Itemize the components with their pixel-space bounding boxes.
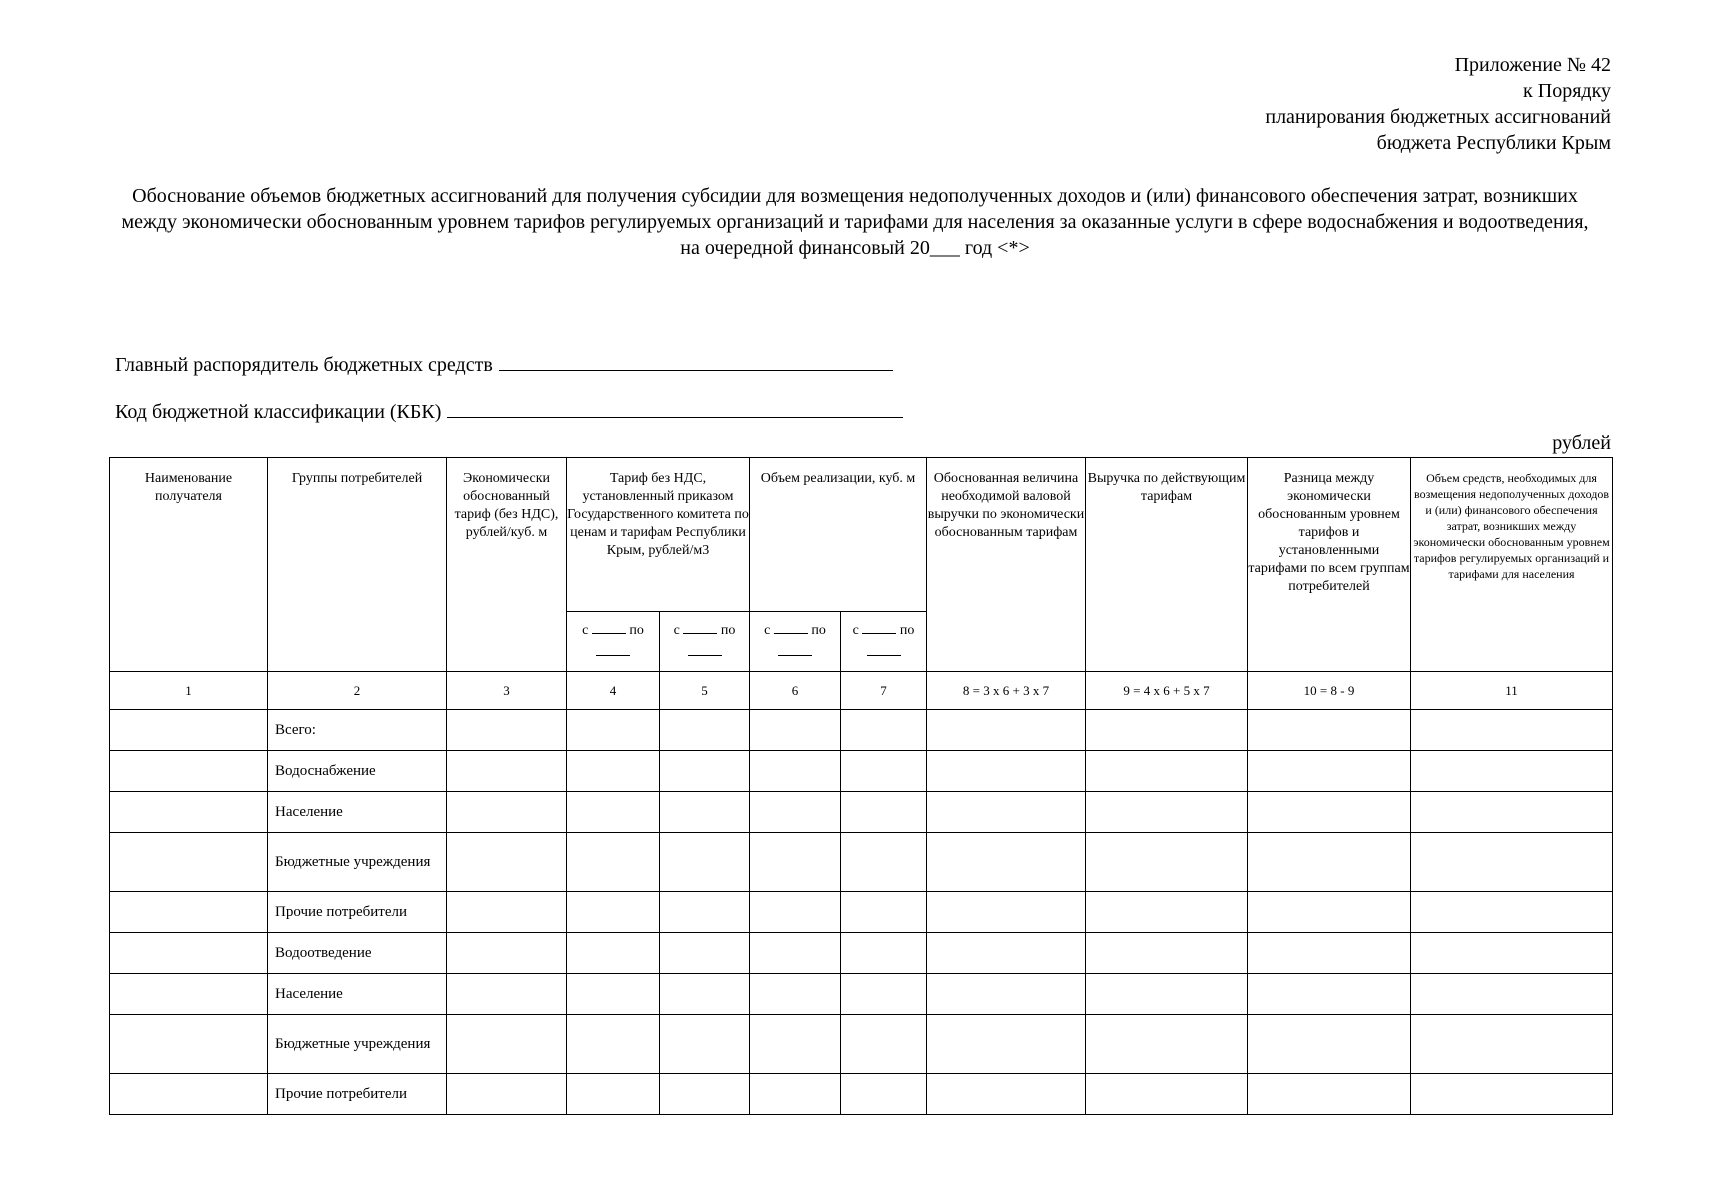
period-to: по — [899, 622, 915, 638]
table-cell — [927, 933, 1086, 974]
table-cell — [927, 1015, 1086, 1074]
table-cell — [841, 892, 927, 933]
table-cell — [1086, 710, 1248, 751]
kbk-label: Код бюджетной классификации (КБК) — [115, 401, 442, 423]
period-blank — [592, 621, 626, 634]
table-cell — [1411, 892, 1613, 933]
header-econ-tariff: Экономически обоснованный тариф (без НДС), рублей/куб. м — [447, 458, 567, 672]
row-label-population: Население — [268, 792, 447, 833]
table-cell — [1248, 1015, 1411, 1074]
table-cell — [110, 792, 268, 833]
table-cell — [1086, 1074, 1248, 1115]
period-blank — [774, 621, 808, 634]
column-number: 6 — [750, 672, 841, 710]
table-cell — [447, 892, 567, 933]
table-cell — [447, 1015, 567, 1074]
table-cell — [447, 1074, 567, 1115]
table-cell — [1248, 1074, 1411, 1115]
table-cell — [750, 1015, 841, 1074]
kbk-blank-line — [447, 397, 903, 418]
table-cell — [1411, 974, 1613, 1015]
table-cell — [660, 892, 750, 933]
table-cell — [1086, 792, 1248, 833]
kbk-field — [115, 397, 903, 424]
table-cell — [110, 1015, 268, 1074]
table-cell — [841, 1015, 927, 1074]
table-cell — [927, 892, 1086, 933]
table-cell — [110, 974, 268, 1015]
row-label-other-consumers: Прочие потребители — [268, 892, 447, 933]
table-cell — [567, 751, 660, 792]
table-cell — [750, 833, 841, 892]
table-cell — [660, 974, 750, 1015]
table-cell — [447, 792, 567, 833]
table-cell — [660, 751, 750, 792]
column-number: 10 = 8 - 9 — [1248, 672, 1411, 710]
header-difference: Разница между экономически обоснованным уровнем тарифов и установленными тарифами по всем группам потребителей — [1248, 458, 1411, 672]
table-cell — [841, 833, 927, 892]
manager-field — [115, 350, 893, 377]
table-cell — [1248, 833, 1411, 892]
table-cell — [567, 833, 660, 892]
column-number: 4 — [567, 672, 660, 710]
period-to: по — [720, 622, 736, 638]
appendix-line: планирования бюджетных ассигнований — [1265, 106, 1611, 128]
table-cell — [567, 710, 660, 751]
table-cell — [1248, 792, 1411, 833]
table-cell — [750, 974, 841, 1015]
table-cell — [927, 710, 1086, 751]
table-cell — [1086, 833, 1248, 892]
header-tariff-no-vat: Тариф без НДС, установленный приказом Государственного комитета по ценам и тарифам Республики Крым, рублей/м3 — [567, 458, 750, 612]
period-to: по — [811, 622, 826, 638]
period-cell — [841, 612, 927, 672]
column-number: 8 = 3 x 6 + 3 x 7 — [927, 672, 1086, 710]
period-blank — [778, 643, 812, 656]
table-cell — [660, 710, 750, 751]
table-cell — [1411, 1015, 1613, 1074]
table-cell — [1086, 751, 1248, 792]
table-cell — [1248, 974, 1411, 1015]
row-label-total: Всего: — [268, 710, 447, 751]
column-number: 9 = 4 x 6 + 5 x 7 — [1086, 672, 1248, 710]
appendix-line: Приложение № 42 — [1454, 54, 1611, 76]
appendix-line: бюджета Республики Крым — [1376, 132, 1611, 154]
period-cell — [750, 612, 841, 672]
table-cell — [841, 1074, 927, 1115]
table-cell — [110, 833, 268, 892]
table-cell — [567, 933, 660, 974]
table-cell — [1086, 892, 1248, 933]
period-from: с — [673, 622, 680, 638]
appendix-line: к Порядку — [1523, 80, 1611, 102]
row-label-budget-institutions: Бюджетные учреждения — [268, 833, 447, 892]
table-cell — [110, 892, 268, 933]
table-cell — [841, 792, 927, 833]
table-cell — [1086, 933, 1248, 974]
row-label-water-supply: Водоснабжение — [268, 751, 447, 792]
table-cell — [927, 792, 1086, 833]
table-cell — [1411, 792, 1613, 833]
units-label: рублей — [1552, 432, 1611, 454]
row-label-other-consumers: Прочие потребители — [268, 1074, 447, 1115]
row-label-budget-institutions: Бюджетные учреждения — [268, 1015, 447, 1074]
table-cell — [110, 1074, 268, 1115]
period-blank — [683, 621, 717, 634]
appendix-header — [1265, 52, 1611, 156]
period-blank — [862, 621, 896, 634]
manager-label: Главный распорядитель бюджетных средств — [115, 354, 493, 376]
table-cell — [841, 933, 927, 974]
table-cell — [841, 974, 927, 1015]
table-cell — [927, 833, 1086, 892]
manager-blank-line — [499, 350, 893, 371]
table-cell — [567, 892, 660, 933]
column-number: 5 — [660, 672, 750, 710]
header-recipient: Наименование получателя — [110, 458, 268, 672]
table-cell — [447, 833, 567, 892]
table-cell — [1248, 933, 1411, 974]
table-cell — [110, 710, 268, 751]
table-cell — [1248, 710, 1411, 751]
period-cell — [660, 612, 750, 672]
row-label-population: Население — [268, 974, 447, 1015]
period-blank — [596, 643, 630, 656]
table-cell — [447, 933, 567, 974]
table-cell — [927, 1074, 1086, 1115]
table-cell — [110, 751, 268, 792]
column-number: 7 — [841, 672, 927, 710]
period-blank — [867, 643, 901, 656]
document-title: Обоснование объемов бюджетных ассигнований для получения субсидии для возмещения недополученных доходов и (или) финансового обеспечения затрат, возникших между экономически обоснованным уровнем тарифов регулируемых организаций и тарифами для населения за оказанные услуги в сфере водоснабжения и водоотведения, на очередной финансовый 20___ год <*> — [121, 185, 1589, 259]
table-cell — [750, 751, 841, 792]
table-cell — [750, 1074, 841, 1115]
period-to: по — [629, 622, 644, 638]
period-blank — [688, 643, 722, 656]
column-number: 3 — [447, 672, 567, 710]
table-cell — [110, 933, 268, 974]
table-cell — [1248, 751, 1411, 792]
header-volume: Объем реализации, куб. м — [750, 458, 927, 612]
column-number: 11 — [1411, 672, 1613, 710]
table-cell — [567, 974, 660, 1015]
table-cell — [1411, 710, 1613, 751]
table-cell — [750, 710, 841, 751]
table-cell — [1411, 751, 1613, 792]
column-number: 2 — [268, 672, 447, 710]
table-cell — [1411, 833, 1613, 892]
table-cell — [660, 1074, 750, 1115]
table-cell — [660, 833, 750, 892]
table-cell — [567, 1015, 660, 1074]
table-cell — [567, 792, 660, 833]
table-cell — [841, 710, 927, 751]
table-cell — [660, 792, 750, 833]
table-cell — [927, 751, 1086, 792]
period-from: с — [582, 622, 589, 638]
column-number: 1 — [110, 672, 268, 710]
header-subsidy-volume: Объем средств, необходимых для возмещения недополученных доходов и (или) финансового обеспечения затрат, возникших между экономически обоснованным уровнем тарифов регулируемых организаций и тарифами для населения — [1411, 458, 1613, 672]
period-cell — [567, 612, 660, 672]
table-cell — [660, 1015, 750, 1074]
table-cell — [447, 751, 567, 792]
table-cell — [1086, 1015, 1248, 1074]
header-justified-revenue: Обоснованная величина необходимой валовой выручки по экономически обоснованным тарифам — [927, 458, 1086, 672]
table-cell — [750, 933, 841, 974]
header-groups: Группы потребителей — [268, 458, 447, 672]
table-cell — [927, 974, 1086, 1015]
period-from: с — [852, 622, 859, 638]
table-cell — [660, 933, 750, 974]
table-cell — [1248, 892, 1411, 933]
table-cell — [447, 710, 567, 751]
table-cell — [841, 751, 927, 792]
justification-table — [109, 457, 1613, 1115]
table-cell — [1086, 974, 1248, 1015]
period-from: с — [764, 622, 771, 638]
table-cell — [1411, 933, 1613, 974]
table-cell — [750, 892, 841, 933]
header-revenue-current: Выручка по действующим тарифам — [1086, 458, 1248, 672]
table-cell — [567, 1074, 660, 1115]
row-label-water-disposal: Водоотведение — [268, 933, 447, 974]
table-cell — [1411, 1074, 1613, 1115]
table-cell — [447, 974, 567, 1015]
table-cell — [750, 792, 841, 833]
